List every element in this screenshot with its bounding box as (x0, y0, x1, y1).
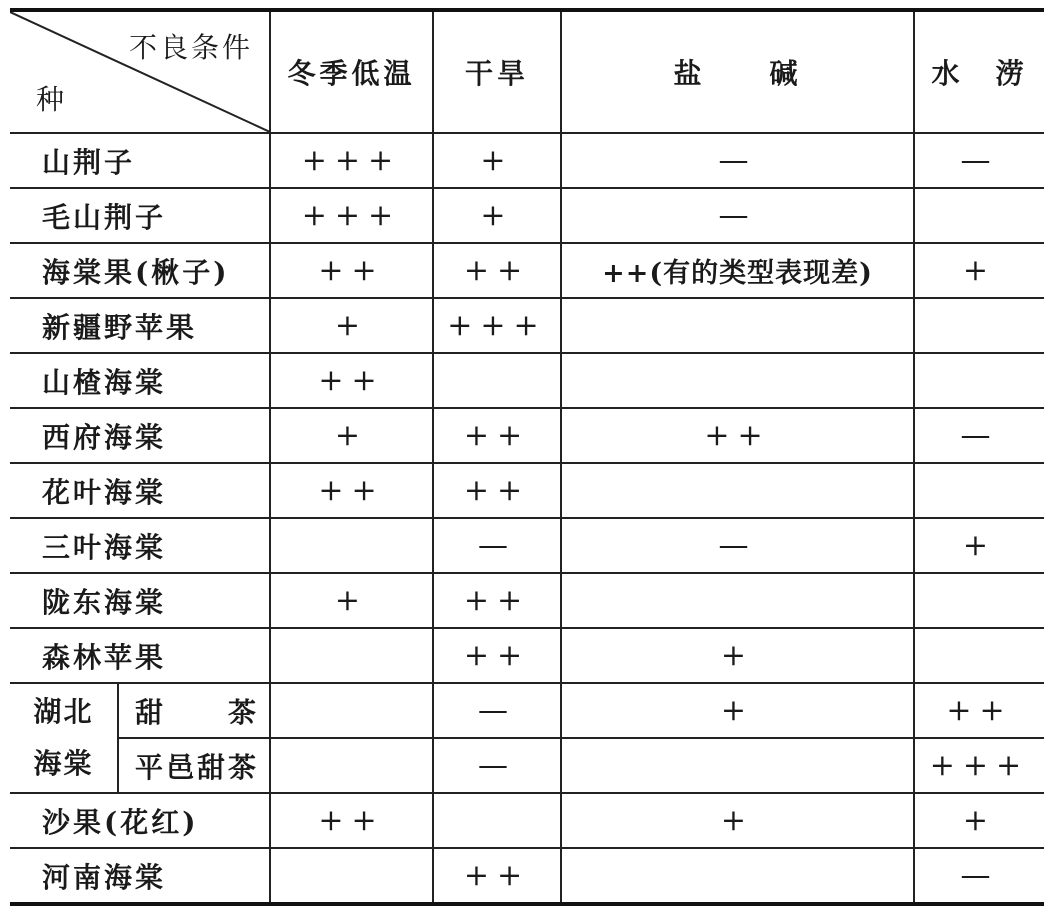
species-label: 种 (36, 83, 65, 116)
cold-value (270, 628, 433, 683)
table-row (10, 793, 1044, 848)
flood-value: +++ (914, 738, 1044, 793)
table-row (10, 188, 1044, 243)
cold-value: ++ (270, 793, 433, 848)
col-header-drought: 干旱 (433, 10, 561, 133)
table-row (10, 133, 1044, 188)
drought-value: ++ (433, 243, 561, 298)
salt-value (561, 353, 914, 408)
cold-value: + (270, 298, 433, 353)
flood-value: — (914, 408, 1044, 463)
table-row (10, 683, 1044, 738)
group-label-line1: 湖北 (33, 695, 94, 728)
species-name: 海棠果(楸子) (10, 243, 270, 298)
salt-value: + (561, 628, 914, 683)
drought-value: ++ (433, 628, 561, 683)
condition-label: 不良条件 (128, 31, 253, 64)
flood-value: — (914, 848, 1044, 904)
flood-value (914, 353, 1044, 408)
species-name: 山荆子 (10, 133, 270, 188)
drought-value: ++ (433, 463, 561, 518)
table-row (10, 243, 1044, 298)
table-row (10, 848, 1044, 904)
species-name: 毛山荆子 (10, 188, 270, 243)
table-row (10, 298, 1044, 353)
cold-value: + (270, 573, 433, 628)
flood-value: + (914, 518, 1044, 573)
drought-value: — (433, 738, 561, 793)
salt-value: + (561, 683, 914, 738)
drought-value: — (433, 518, 561, 573)
drought-value: +++ (433, 298, 561, 353)
cold-value (270, 683, 433, 738)
species-name: 甜 茶 (118, 683, 270, 738)
drought-value: + (433, 133, 561, 188)
salt-value: ++ (561, 408, 914, 463)
cold-value: +++ (270, 133, 433, 188)
group-label-line2: 海棠 (33, 747, 94, 780)
drought-value: — (433, 683, 561, 738)
salt-value (561, 848, 914, 904)
salt-value (561, 463, 914, 518)
species-name: 新疆野苹果 (10, 298, 270, 353)
cold-value (270, 848, 433, 904)
cold-value: ++ (270, 243, 433, 298)
flood-value: — (914, 133, 1044, 188)
flood-value: + (914, 243, 1044, 298)
flood-value (914, 463, 1044, 518)
salt-value: — (561, 188, 914, 243)
drought-value: ++ (433, 408, 561, 463)
species-name: 陇东海棠 (10, 573, 270, 628)
cold-value: ++ (270, 353, 433, 408)
flood-value: + (914, 793, 1044, 848)
cold-value (270, 738, 433, 793)
salt-value (561, 738, 914, 793)
species-name: 沙果(花红) (10, 793, 270, 848)
species-name: 三叶海棠 (10, 518, 270, 573)
salt-value: + (561, 793, 914, 848)
species-name: 山楂海棠 (10, 353, 270, 408)
col-header-flood: 水 涝 (914, 10, 1044, 133)
species-name: 平邑甜茶 (118, 738, 270, 793)
table-row (10, 408, 1044, 463)
salt-value: ++(有的类型表现差) (561, 243, 914, 298)
col-header-cold: 冬季低温 (270, 10, 433, 133)
header-row (10, 10, 1044, 133)
table-row (10, 518, 1044, 573)
table-row (10, 573, 1044, 628)
table-row (10, 628, 1044, 683)
cold-value: ++ (270, 463, 433, 518)
cold-value (270, 518, 433, 573)
species-name: 河南海棠 (10, 848, 270, 904)
flood-value (914, 298, 1044, 353)
flood-value: ++ (914, 683, 1044, 738)
salt-value: — (561, 518, 914, 573)
salt-value (561, 573, 914, 628)
diagonal-header-cell (10, 10, 270, 133)
species-name: 花叶海棠 (10, 463, 270, 518)
cold-value: +++ (270, 188, 433, 243)
drought-value: + (433, 188, 561, 243)
flood-value (914, 188, 1044, 243)
col-header-salt: 盐 碱 (561, 10, 914, 133)
table-row (10, 353, 1044, 408)
salt-value: — (561, 133, 914, 188)
drought-value: ++ (433, 848, 561, 904)
drought-value: ++ (433, 573, 561, 628)
table-row (10, 738, 1044, 793)
table-row (10, 463, 1044, 518)
species-name: 森林苹果 (10, 628, 270, 683)
cold-value: + (270, 408, 433, 463)
flood-value (914, 573, 1044, 628)
group-label-hubei (10, 683, 118, 793)
salt-value (561, 298, 914, 353)
drought-value (433, 793, 561, 848)
drought-value (433, 353, 561, 408)
resistance-table (10, 8, 1044, 906)
species-name: 西府海棠 (10, 408, 270, 463)
flood-value (914, 628, 1044, 683)
